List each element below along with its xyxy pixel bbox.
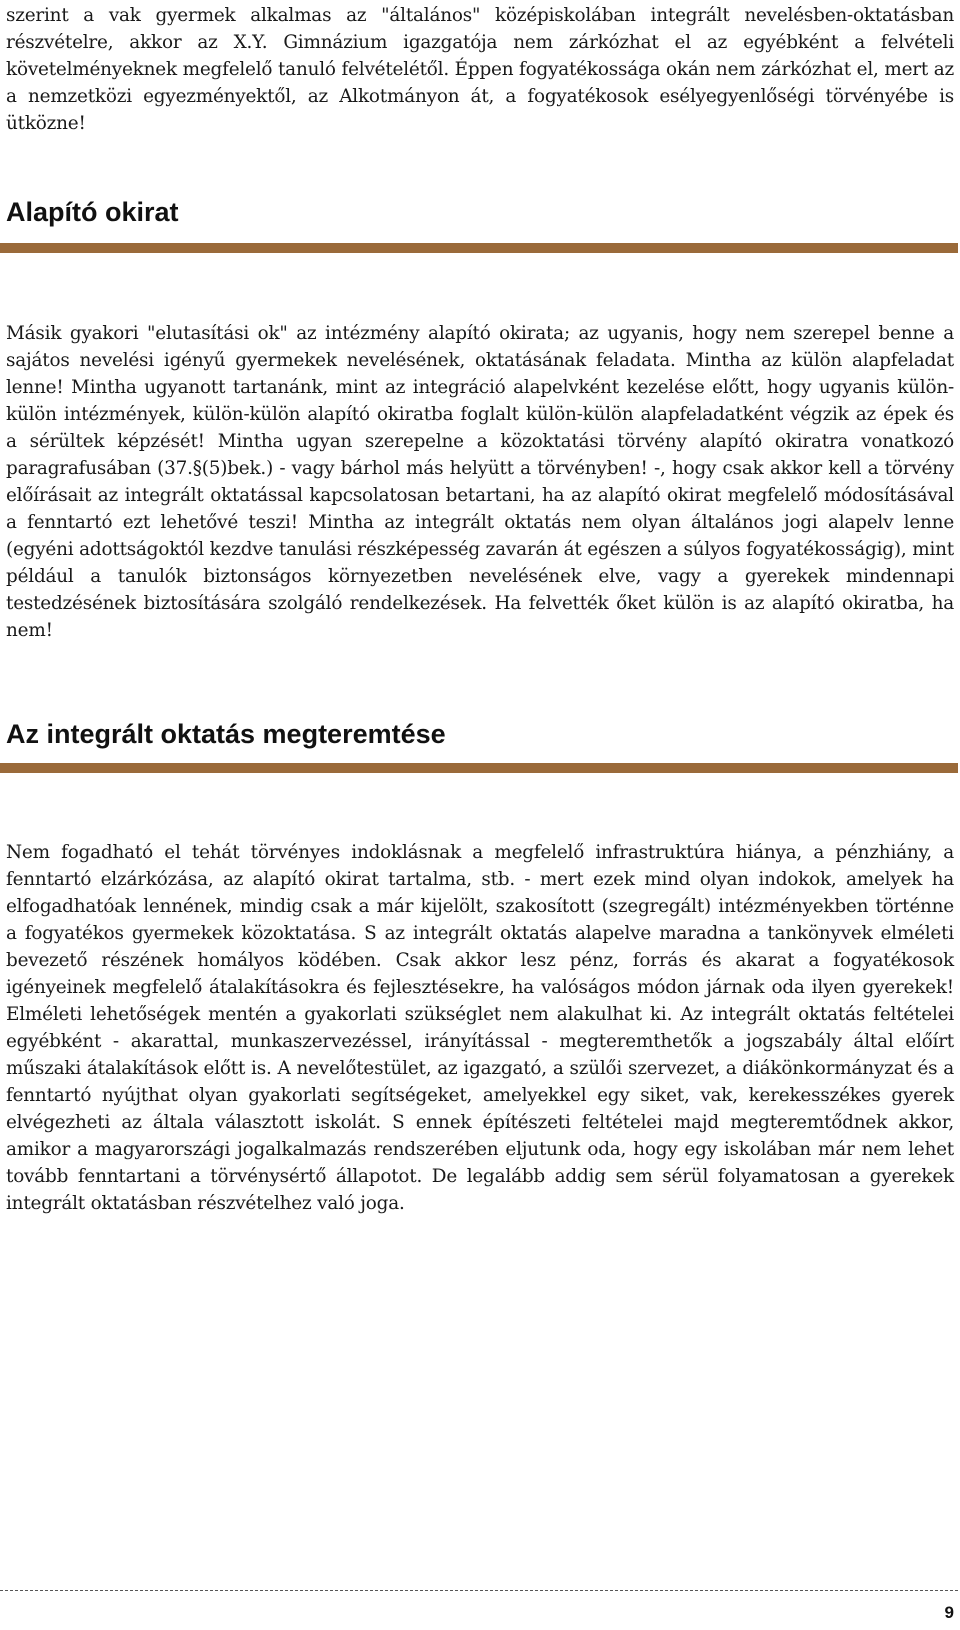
alapito-okirat-paragraph: Másik gyakori "elutasítási ok" az intézmény alapító okirata; az ugyanis, hogy nem szerepel benne a sajátos nevelési igényű gyermekek nevelésének, oktatásának feladata. Mintha az külön alapfeladat lenne! Mintha ugyanott tartanánk, mint az integráció alapelvként kezelése előtt, hogy ugyanis külön-külön intézmények, külön-külön alapító okiratba foglalt külön-külön alapfeladatként végzik az épek és a sérültek képzését! Mintha ugyan szerepelne a közoktatási törvény alapító okiratra vonatkozó paragrafusában (37.§(5)bek.) - vagy bárhol más helyütt a törvényben! -, hogy csak akkor kell a törvény előírásait az integrált oktatással kapcsolatosan betartani, ha az alapító okirat megfelelő módosításával a fenntartó ezt lehetővé teszi! Mintha az integrált oktatás nem olyan általános jogi alapelv lenne (egyéni adottságoktól kezdve tanulási részképesség zavarán át egészen a súlyos fogyatékosságig), mint például a tanulók biztonságos környezetben nevelésének elve, vagy a gyerekek mindennapi testedzésének biztosítására szolgáló rendelkezések. Ha felvették őket külön is az alapító okiratba, ha nem! <box>6 323 954 641</box>
intro-paragraph: szerint a vak gyermek alkalmas az "általános" középiskolában integrált nevelésben-oktatásban részvételre, akkor az X.Y. Gimnázium igazgatója nem zárkózhat el az egyébként a felvételi követelményeknek megfelelő tanuló felvételétől. Éppen fogyatékossága okán nem zárkózhat el, mert az a nemzetközi egyezményektől, az Alkotmányon át, a fogyatékosok esélyegyenlőségi törvényébe is ütközne! <box>6 5 954 134</box>
footer-divider <box>0 1590 958 1591</box>
section-heading-alapito-okirat: Alapító okirat <box>6 197 179 227</box>
section-divider <box>0 243 958 253</box>
megteremtese-paragraph: Nem fogadható el tehát törvényes indoklásnak a megfelelő infrastruktúra hiánya, a pénzhiány, a fenntartó elzárkózása, az alapító okirat tartalma, stb. - mert ezek mind olyan indokok, amelyek ha elfogadhatóak lennének, mindig csak a már kijelölt, szakosított (szegregált) intézményekben történne a fogyatékos gyermekek közoktatása. S az integrált oktatás alapelve maradna a tankönyvek elméleti bevezető részének homályos ködében. Csak akkor lesz pénz, forrás és akarat a fogyatékosok igényeinek megfelelő átalakításokra és fejlesztésekre, ha valóságos módon járnak oda ilyen gyerekek! Elméleti lehetőségek mentén a gyakorlati szükséglet nem alakulhat ki. Az integrált oktatás feltételei egyébként - akarattal, munkaszervezéssel, irányítással - megteremthetők a jogszabály által előírt műszaki átalakítások előtt is. A nevelőtestület, az igazgató, a szülői szervezet, a diákönkormányzat és a fenntartó nyújthat olyan gyakorlati segítségeket, amelyekkel egy siket, vak, kerekesszékes gyerek elvégezheti az általa választott iskolát. S ennek építészeti feltételei majd megteremtődnek akkor, amikor a magyarországi jogalkalmazás rendszerében eljutunk oda, hogy egy iskolában már nem lehet tovább fenntartani a törvénysértő állapotot. De legalább addig sem sérül folyamatosan a gyerekek integrált oktatásban részvételhez való joga. <box>6 842 954 1214</box>
page-number: 9 <box>944 1603 954 1622</box>
section-heading-integralt-oktatas: Az integrált oktatás megteremtése <box>6 719 446 749</box>
section-divider <box>0 763 958 773</box>
